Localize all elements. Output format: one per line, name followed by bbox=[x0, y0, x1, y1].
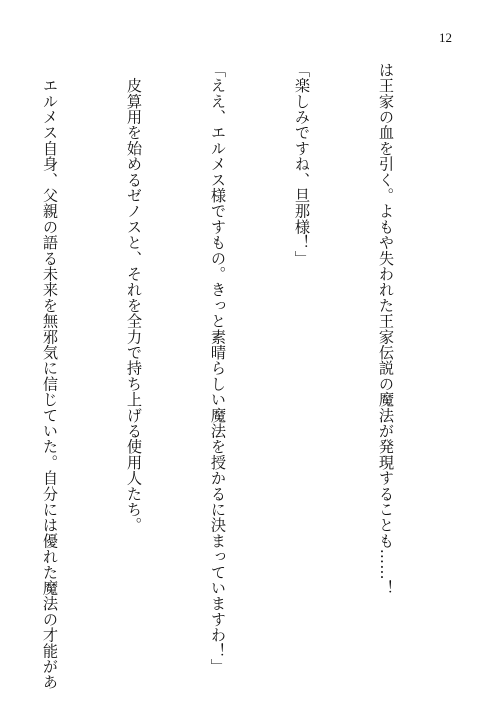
text-line: 皮算用を始めるゼノスと、それを全力で持ち上げる使用人たち。 bbox=[125, 62, 143, 533]
text-line: 「楽しみですね、旦那様！」 bbox=[293, 62, 311, 267]
page-number: 12 bbox=[439, 30, 452, 45]
text-line: は王家の血を引く。よもや失われた王家伝説の魔法が発現することも……！ bbox=[377, 62, 395, 596]
text-line: 「ええ、エルメス様ですもの。きっと素晴らしい魔法を授かるに決まっていますわ！」 bbox=[209, 62, 227, 675]
body-text bbox=[0, 62, 456, 690]
text-line: エルメス自身、父親の語る未来を無邪気に信じていた。自分には優れた魔法の才能があ bbox=[41, 62, 59, 690]
